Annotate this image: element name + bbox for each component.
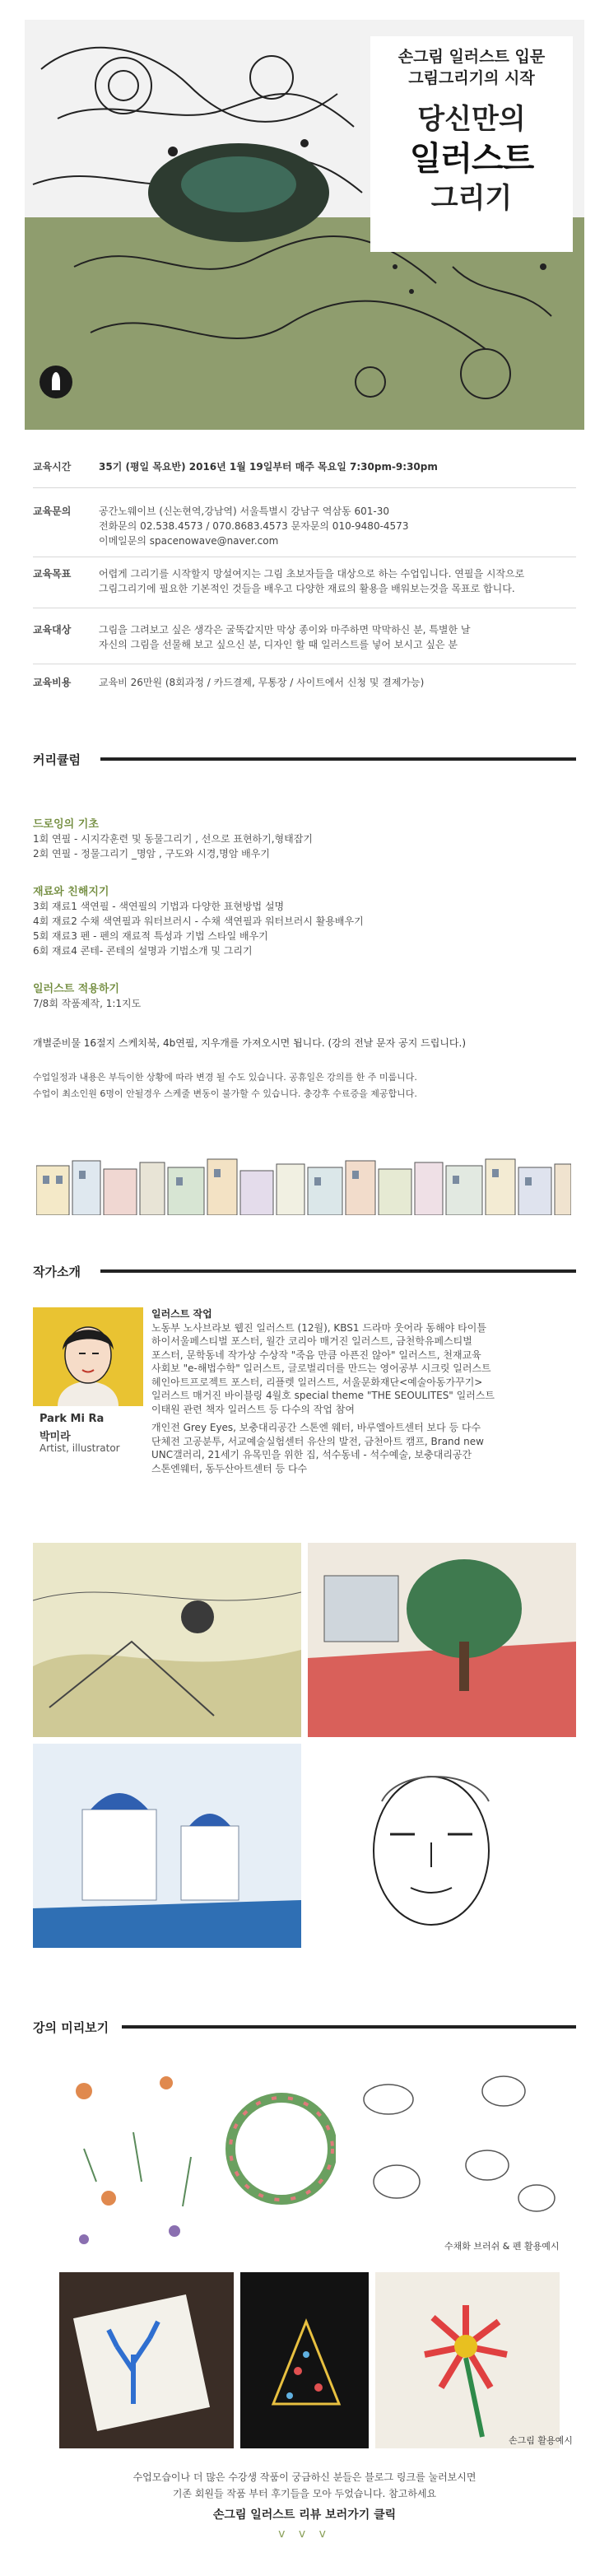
exhib-line: UNC갤러리, 21세기 유목민을 위한 집, 석수동네 - 석수예술, 보충대리공간 — [151, 1449, 472, 1460]
section-rule — [100, 1269, 576, 1273]
artist-name-en: Park Mi Ra — [40, 1413, 105, 1425]
notice-1: 수업일정과 내용은 부득이한 상황에 따라 변경 될 수도 있습니다. 공휴일은 강의를 한 주 미룹니다. — [33, 1072, 417, 1083]
works-line: 노동부 노사브라보 웹진 일러스트 (12월), KBS1 드라마 웃어라 동해야 타이틀 — [151, 1321, 486, 1334]
info-target-value-2: 자신의 그림을 선물해 보고 싶으신 분, 디자인 할 때 일러스트를 넣어 보시고 싶은 분 — [99, 639, 458, 650]
curriculum-item: 1회 연필 - 시지각훈련 및 동물그리기 , 선으로 표현하기,형태잡기 — [33, 833, 313, 845]
preview-caption-2: 손그림 활용예시 — [509, 2435, 573, 2446]
artist-avatar — [33, 1307, 143, 1406]
curriculum-item: 6회 재료4 콘테- 콘테의 설명과 기법소개 및 그리기 — [33, 945, 253, 957]
artist-name-ko: 박미라 — [40, 1431, 71, 1443]
preview-pen-drawing — [339, 2058, 586, 2248]
works-heading: 일러스트 작업 — [151, 1308, 212, 1320]
curriculum-item: 7/8회 작품제작, 1:1지도 — [33, 998, 142, 1009]
works-line: 헤인아트프로젝트 포스터, 리플렛 일러스트, 서울문화재단<예술아동가꾸기> — [151, 1376, 483, 1388]
divider — [33, 487, 576, 488]
preview-photo-coral — [59, 2272, 234, 2448]
artwork-landscape — [33, 1543, 301, 1737]
footer-text-1: 수업모습이나 더 많은 수강생 작품이 궁금하신 분들은 블로그 링크를 눌러보시면 — [132, 2471, 477, 2483]
preview-photo-flower — [375, 2272, 560, 2448]
artist-title: 작가소개 — [33, 1265, 81, 1279]
notice-2: 수업이 최소인원 6명이 안될경우 스케줄 변동이 불가할 수 있습니다. 충강후 수료증을 제공합니다. — [33, 1088, 417, 1099]
curriculum-item: 5회 재료3 펜 - 펜의 재료적 특성과 기법 스타일 배우기 — [33, 930, 268, 942]
works-line: 일러스트 매거진 바이블링 4월호 special theme "THE SEOULITES" 일러스트 — [151, 1390, 495, 1401]
review-link[interactable]: 손그림 일러스트 리뷰 보러가기 클릭 — [212, 2508, 397, 2522]
info-contact-place: 공간노웨이브 (신논현역,강남역) 서울특별시 강남구 역삼동 601-30 — [99, 505, 389, 517]
info-time-value: 35기 (평일 목요반) 2016년 1월 19일부터 매주 목요일 7:30pm-9:30pm — [99, 461, 438, 473]
exhib-line: 스톤엔웨터, 동두산아트센터 등 다수 — [151, 1462, 308, 1474]
section-rule — [122, 2025, 576, 2029]
exhib-line: 단체전 고공분투, 서교예술실험센터 유산의 발전, 금천아트 캠프, Brand new — [151, 1435, 484, 1447]
hero-line-3: 당신만의 — [417, 103, 526, 136]
artist-role: Artist, illustrator — [40, 1442, 120, 1454]
works-line: 포스터, 문학동네 작가상 수상작 "죽음 만큼 아픈진 않아" 일러스트, 천재교육 — [151, 1349, 481, 1361]
info-time-label: 교육시간 — [33, 461, 72, 473]
curriculum-group-3-title: 일러스트 적용하기 — [33, 983, 119, 995]
curriculum-title: 커리큘럼 — [33, 752, 81, 767]
info-contact-phone: 전화문의 02.538.4573 / 070.8683.4573 문자문의 010-9480-4573 — [99, 520, 409, 532]
preview-photo-christmas — [240, 2272, 369, 2448]
curriculum-item: 3회 재료1 색연필 - 색연필의 기법과 다양한 표현방법 설명 — [33, 901, 285, 912]
exhib-line: 개인전 Grey Eyes, 보충대리공간 스톤엔 웨터, 바루엘아트센터 보다 등 다수 — [151, 1422, 481, 1433]
curriculum-item: 2회 연필 - 정물그리기 _명암 , 구도와 시경,명암 배우기 — [33, 848, 270, 859]
hero-line-5: 그리기 — [430, 182, 513, 215]
chevron-down-icon: v v v — [278, 2527, 331, 2541]
curriculum-group-2-title: 재료와 친해지기 — [33, 886, 109, 898]
artwork-portrait — [308, 1744, 576, 1948]
artist-bio — [151, 1307, 563, 1475]
curriculum-group-1-title: 드로잉의 기초 — [33, 818, 99, 831]
info-contact — [33, 504, 576, 550]
works-line: 하이서울페스티벌 포스터, 월간 코리아 매거진 일러스트, 금천학유페스티벌 — [151, 1335, 472, 1347]
hero-line-2: 그림그리기의 시작 — [408, 69, 535, 87]
info-contact-label: 교육문의 — [33, 505, 72, 517]
info-goal-value-1: 어렵게 그리기를 시작할지 망설여지는 그림 초보자들을 대상으로 하는 수업입니다. 연필을 시작으로 — [99, 568, 525, 580]
prep-note: 개별준비물 16절지 스케치북, 4b연필, 지우개를 가져오시면 됩니다. (강의 전날 문자 공지 드립니다.) — [33, 1037, 467, 1049]
hero-title-box — [370, 36, 573, 252]
leaf-logo-icon — [40, 366, 72, 398]
curriculum-item: 4회 재료2 수채 색연필과 워터브러시 - 수채 색연필과 워터브러시 활용배우기 — [33, 915, 364, 927]
section-rule — [100, 757, 576, 761]
info-target-label: 교육대상 — [33, 624, 72, 636]
artwork-tree — [308, 1543, 576, 1737]
preview-title: 강의 미리보기 — [33, 2020, 109, 2035]
preview-caption-1: 수채화 브러쉬 & 펜 활용예시 — [444, 2241, 560, 2252]
info-goal-value-2: 그림그리기에 필요한 기본적인 것들을 배우고 다양한 재료의 활용을 배워보는것을 목표로 합니다. — [99, 583, 515, 594]
hero-line-1: 손그림 일러스트 입문 — [397, 48, 546, 66]
works-line: 사회보 "e-해법수학" 일러스트, 글로벌리더를 만드는 영어공부 시크릿 일러스트 — [151, 1363, 491, 1374]
hero-banner — [25, 20, 584, 430]
info-goal — [33, 566, 576, 599]
hero-line-4: 일러스트 — [409, 140, 534, 178]
footer-text-2: 기존 회원들 작품 부터 후기들을 모아 두었습니다. 참고하세요 — [172, 2488, 437, 2499]
info-goal-label: 교육목표 — [33, 568, 72, 580]
info-target-value-1: 그림을 그려보고 싶은 생각은 굴뚝같지만 막상 종이와 마주하면 막막하신 분, 특별한 날 — [99, 624, 471, 636]
preview-watercolor-wreath — [51, 2058, 336, 2256]
info-target — [33, 622, 576, 655]
townhouse-illustration — [36, 1158, 571, 1215]
works-line: 이태원 관련 책자 일러스트 등 다수의 작업 참여 — [151, 1403, 355, 1415]
info-fee-value: 교육비 26만원 (8회과정 / 카드결제, 무통장 / 사이트에서 신청 및 결제가능) — [99, 677, 425, 688]
info-fee-label: 교육비용 — [33, 677, 72, 688]
info-contact-email[interactable]: 이메일문의 spacenowave@naver.com — [99, 535, 279, 547]
artwork-santorini — [33, 1744, 301, 1948]
